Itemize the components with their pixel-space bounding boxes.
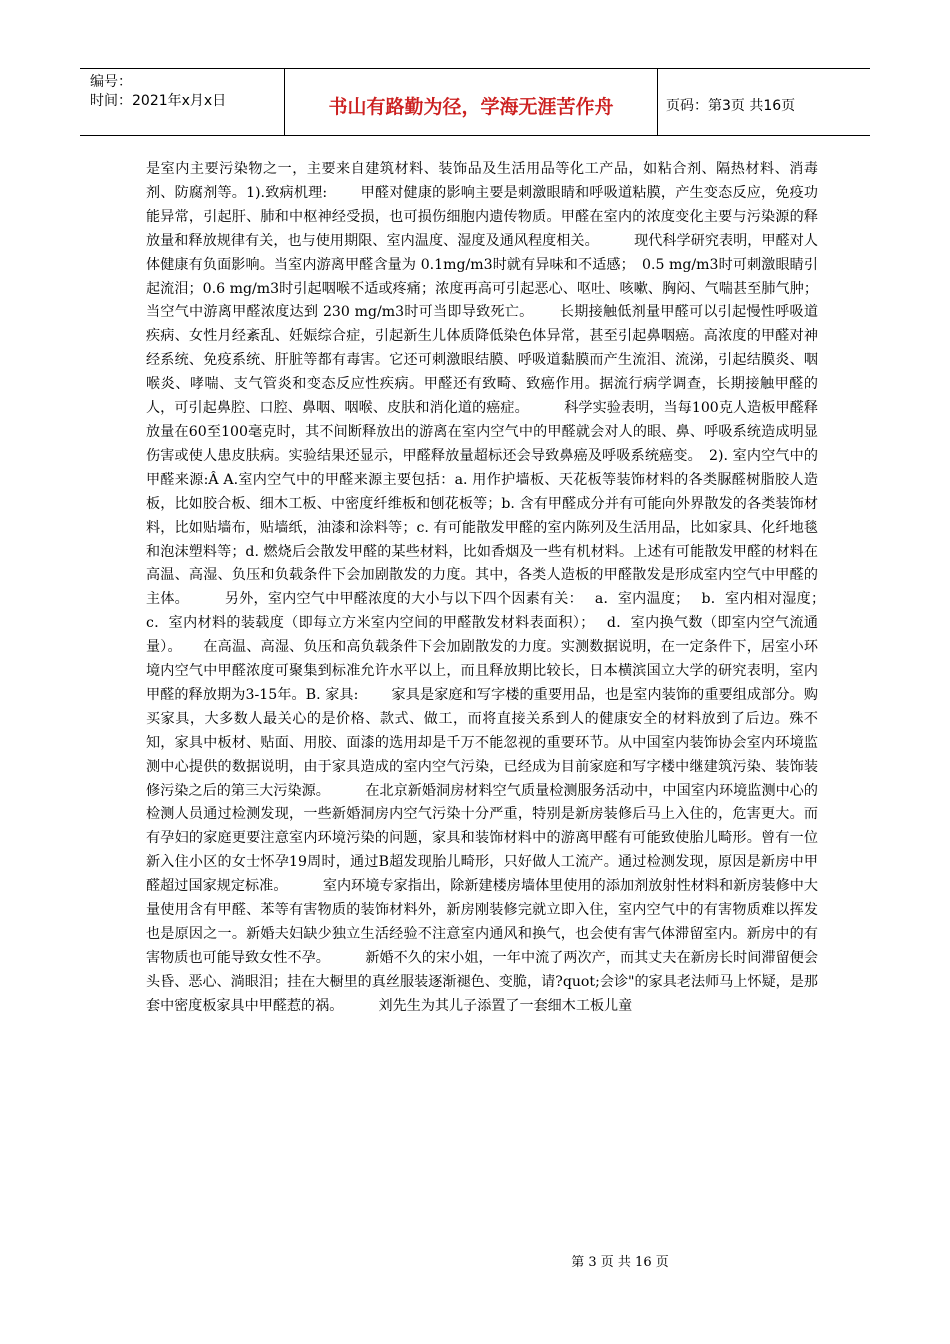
document-number-label: 编号： (90, 74, 132, 90)
page-header (80, 68, 870, 136)
header-meta (80, 69, 285, 135)
page-footer: 第 3 页 共 16 页 (571, 1255, 669, 1270)
header-motto: 书山有路勤为径，学海无涯苦作舟 (285, 69, 658, 135)
document-body-text: 是室内主要污染物之一，主要来自建筑材料、装饰品及生活用品等化工产品，如粘合剂、隔热材料、消毒剂、防腐剂等。1).致病机理: 甲醛对健康的影响主要是刺激眼睛和呼吸道粘膜，产生变态反应，免疫功能异常，引起肝、肺和中枢神经受损，也可损伤细胞内遗传物质。甲醛在室内的浓度变化主要与污染源的释放量和释放规律有关，也与使用期限、室内温度、湿度及通风程度相关。 现代科学研究表明，甲醛对人体健康有负面影响。当室内游离甲醛含量为 0.1mg/m3时就有异味和不适感； 0.5 mg/m3时可刺激眼睛引起流泪；0.6 mg/m3时引起咽喉不适或疼痛；浓度再高可引起恶心、呕吐、咳嗽、胸闷、气喘甚至肺气肿；当空气中游离甲醛浓度达到 230 mg/m3时可当即导致死亡。 长期接触低剂量甲醛可以引起慢性呼吸道疾病、女性月经紊乱、妊娠综合症，引起新生儿体质降低染色体异常，甚至引起鼻咽癌。高浓度的甲醛对神经系统、免疫系统、肝脏等都有毒害。它还可刺激眼结膜、呼吸道黏膜而产生流泪、流涕，引起结膜炎、咽喉炎、哮喘、支气管炎和变态反应性疾病。甲醛还有致畸、致癌作用。据流行病学调查，长期接触甲醛的人，可引起鼻腔、口腔、鼻咽、咽喉、皮肤和消化道的癌症。 科学实验表明，当每100克人造板甲醛释放量在60至100毫克时，其不间断释放出的游离在室内空气中的甲醛就会对人的眼、鼻、呼吸系统造成明显伤害或使人患皮肤病。实验结果还显示，甲醛释放量超标还会导致鼻癌及呼吸系统癌变。 2). 室内空气中的甲醛来源:Â A.室内空气中的甲醛来源主要包括：a. 用作护墙板、天花板等装饰材料的各类脲醛树脂胶人造板，比如胶合板、细木工板、中密度纤维板和刨花板等；b. 含有甲醛成分并有可能向外界散发的各类装饰材料，比如贴墙布，贴墙纸，油漆和涂料等；c. 有可能散发甲醛的室内陈列及生活用品，比如家具、化纤地毯和泡沫塑料等；d. 燃烧后会散发甲醛的某些材料，比如香烟及一些有机材料。上述有可能散发甲醛的材料在高温、高湿、负压和负载条件下会加剧散发的力度。其中，各类人造板的甲醛散发是形成室内空气中甲醛的主体。 另外，室内空气中甲醛浓度的大小与以下四个因素有关： a．室内温度； b．室内相对湿度； c．室内材料的装载度（即每立方米室内空间的甲醛散发材料表面积）； d．室内换气数（即室内空气流通量）。 在高温、高湿、负压和高负载条件下会加剧散发的力度。实测数据说明，在一定条件下，居室小环境内空气中甲醛浓度可聚集到标准允许水平以上，而且释放期比较长，日本横滨国立大学的研究表明，室内甲醛的释放期为3-15年。B. 家具: 家具是家庭和写字楼的重要用品，也是室内装饰的重要组成部分。购买家具，大多数人最关心的是价格、款式、做工，而将直接关系到人的健康安全的材料放到了后边。殊不知，家具中板材、贴面、用胶、面漆的选用却是千万不能忽视的重要环节。从中国室内装饰协会室内环境监测中心提供的数据说明，由于家具造成的室内空气污染，已经成为目前家庭和写字楼中继建筑污染、装饰装修污染之后的第三大污染源。 在北京新婚洞房材料空气质量检测服务活动中，中国室内环境监测中心的检测人员通过检测发现，一些新婚洞房内空气污染十分严重，特别是新房装修后马上入住的，危害更大。而有孕妇的家庭更要注意室内环境污染的问题，家具和装饰材料中的游离甲醛有可能致使胎儿畸形。曾有一位新入住小区的女士怀孕19周时，通过B超发现胎儿畸形，只好做人工流产。通过检测发现，原因是新房中甲醛超过国家规定标准。 室内环境专家指出，除新建楼房墙体里使用的添加剂放射性材料和新房装修中大量使用含有甲醛、苯等有害物质的装饰材料外，新房刚装修完就立即入住，室内空气中的有害物质难以挥发也是原因之一。新婚夫妇缺少独立生活经验不注意室内通风和换气，也会使有害气体滞留室内。新房中的有害物质也可能导致女性不孕。 新婚不久的宋小姐，一年中流了两次产，而其丈夫在新房长时间滞留便会头昏、恶心、淌眼泪；挂在大橱里的真丝服装逐渐褪色、变脆，请?quot;会诊"的家具老法师马上怀疑，是那套中密度板家具中甲醛惹的祸。 刘先生为其儿子添置了一套细木工板儿童 (146, 161, 837, 1014)
document-date: 时间：2021年x月x日 (90, 93, 227, 109)
header-page-number: 页码：第3页 共16页 (666, 98, 796, 114)
